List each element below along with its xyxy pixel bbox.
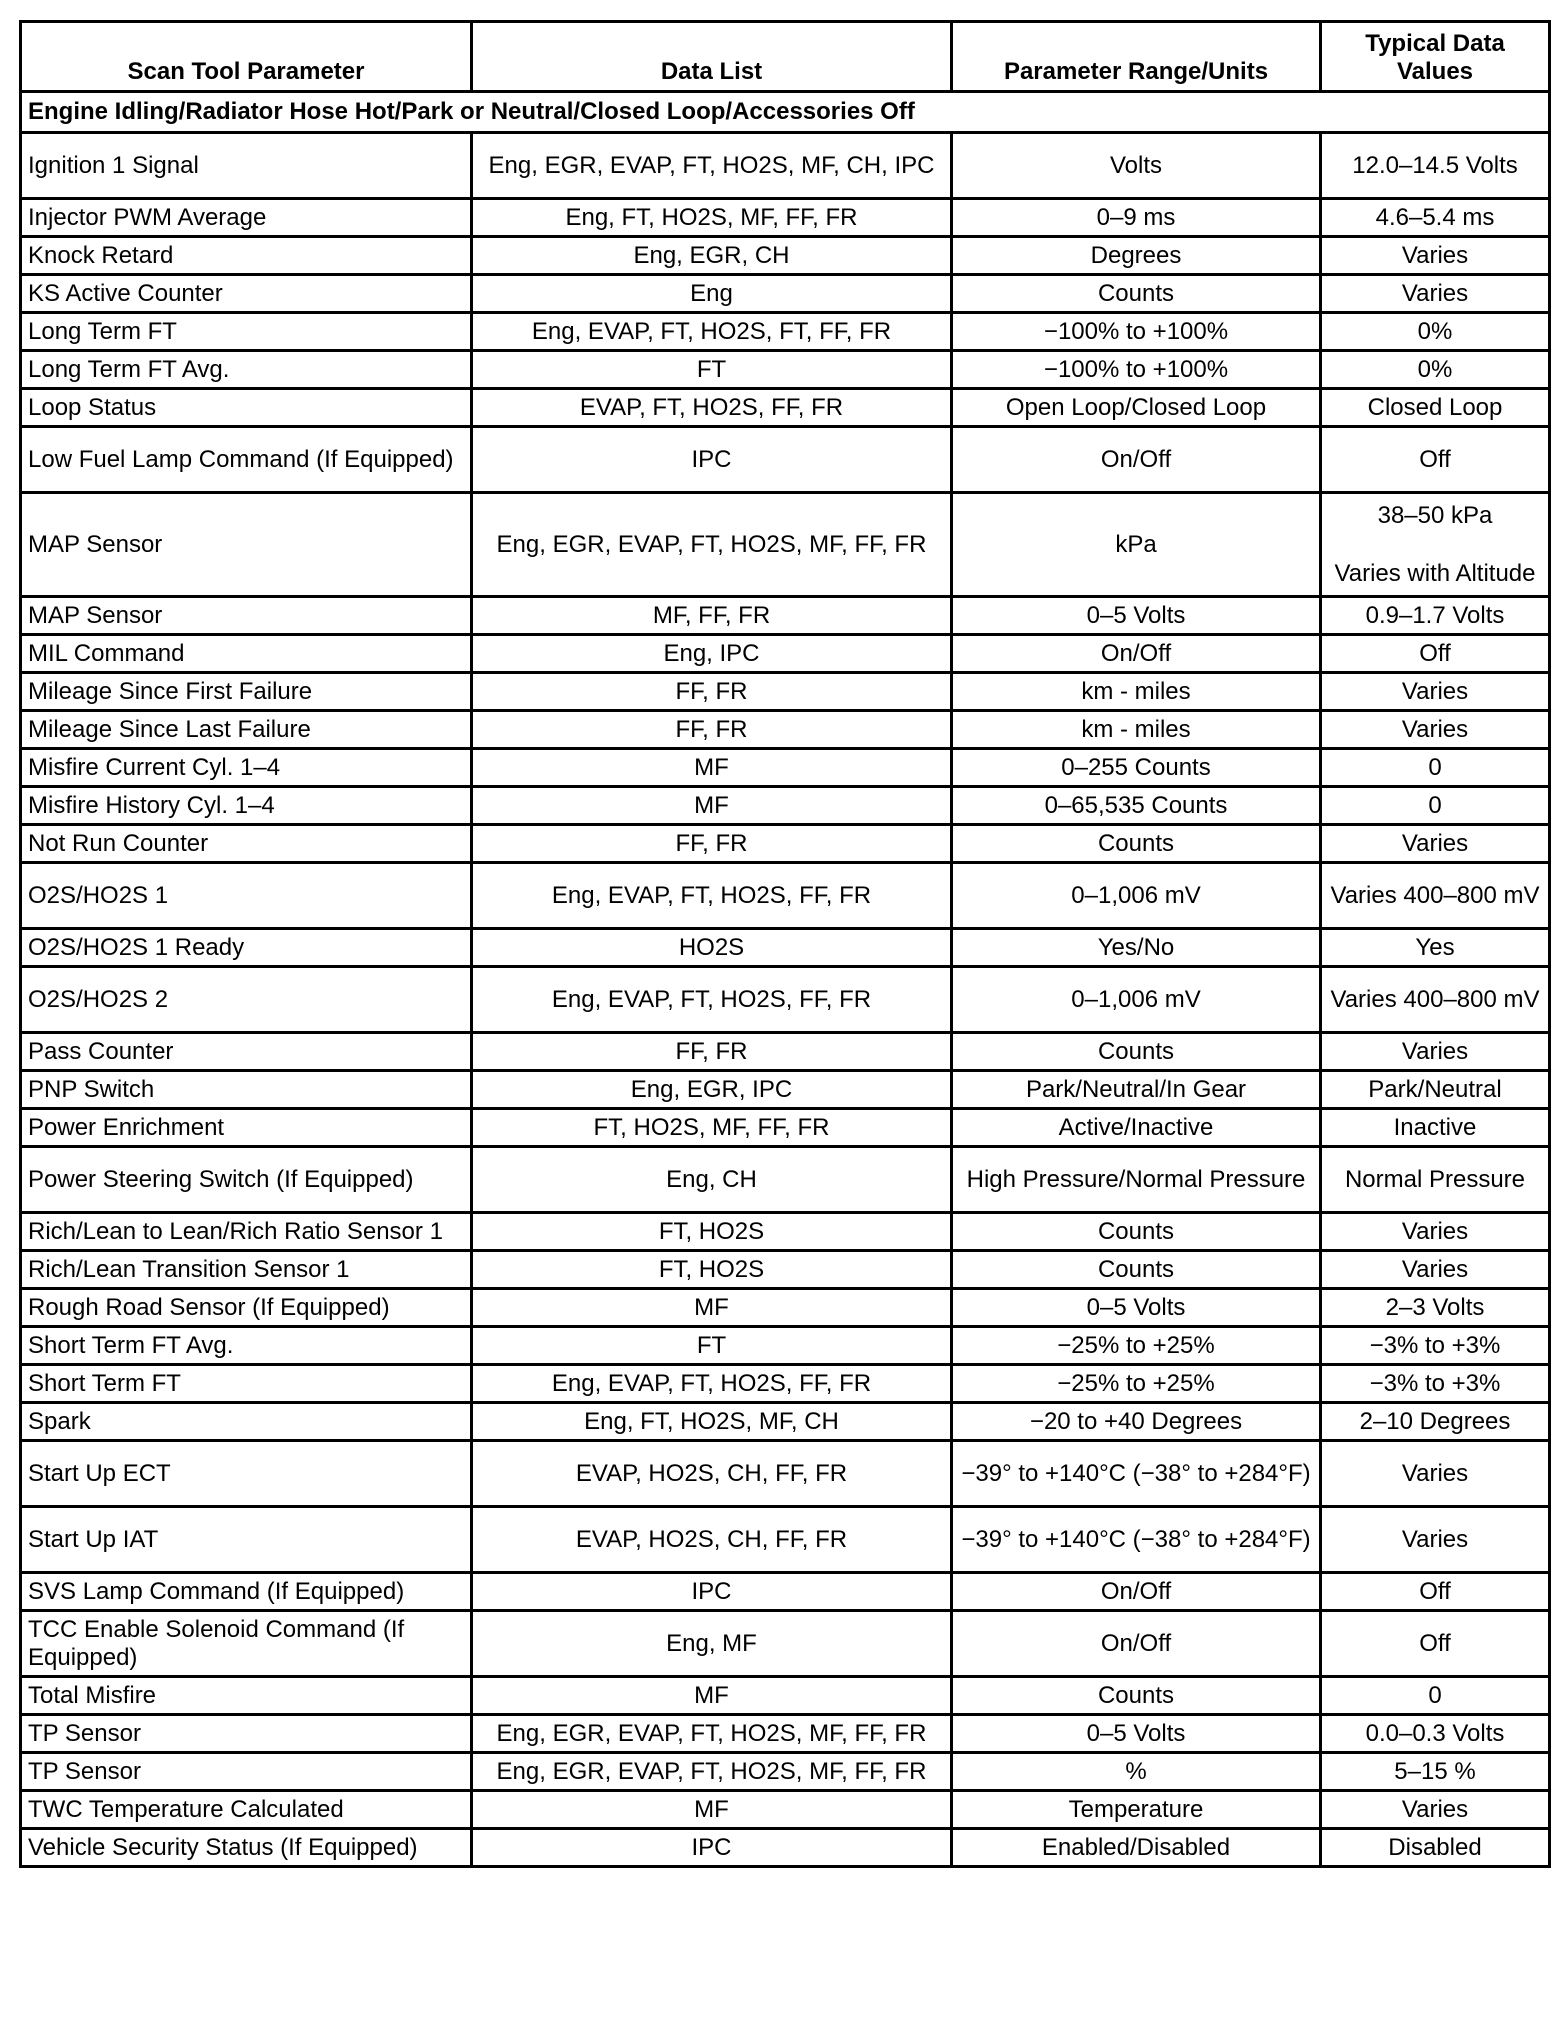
typical-cell: 12.0–14.5 Volts <box>1321 133 1550 199</box>
parameter-cell: Misfire History Cyl. 1–4 <box>21 787 472 825</box>
scan-tool-data-sheet <box>19 20 1548 1868</box>
range-cell: On/Off <box>952 427 1321 493</box>
parameter-cell: Pass Counter <box>21 1033 472 1071</box>
data-list-cell: MF, FF, FR <box>472 597 952 635</box>
table-row <box>21 1213 1550 1251</box>
typical-cell: Varies <box>1321 1213 1550 1251</box>
range-cell: −25% to +25% <box>952 1365 1321 1403</box>
typical-cell: 0.0–0.3 Volts <box>1321 1715 1550 1753</box>
parameter-cell: Rich/Lean to Lean/Rich Ratio Sensor 1 <box>21 1213 472 1251</box>
parameter-cell: Start Up ECT <box>21 1441 472 1507</box>
table-row <box>21 787 1550 825</box>
range-cell: Degrees <box>952 237 1321 275</box>
range-cell: −100% to +100% <box>952 313 1321 351</box>
parameter-cell: PNP Switch <box>21 1071 472 1109</box>
typical-cell: Varies 400–800 mV <box>1321 863 1550 929</box>
data-list-cell: Eng, EGR, IPC <box>472 1071 952 1109</box>
data-list-cell: HO2S <box>472 929 952 967</box>
table-row <box>21 133 1550 199</box>
typical-cell: Varies <box>1321 825 1550 863</box>
typical-cell: Normal Pressure <box>1321 1147 1550 1213</box>
data-list-cell: Eng, IPC <box>472 635 952 673</box>
range-cell: 0–5 Volts <box>952 1289 1321 1327</box>
data-list-cell: Eng, EVAP, FT, HO2S, FT, FF, FR <box>472 313 952 351</box>
range-cell: Park/Neutral/In Gear <box>952 1071 1321 1109</box>
parameter-cell: Knock Retard <box>21 237 472 275</box>
table-row <box>21 1071 1550 1109</box>
range-cell: Counts <box>952 275 1321 313</box>
parameter-cell: Mileage Since First Failure <box>21 673 472 711</box>
range-cell: On/Off <box>952 1573 1321 1611</box>
table-row <box>21 199 1550 237</box>
table-row <box>21 967 1550 1033</box>
header-scan-tool-parameter: Scan Tool Parameter <box>21 22 472 92</box>
range-cell: Counts <box>952 825 1321 863</box>
table-row <box>21 825 1550 863</box>
data-list-cell: FF, FR <box>472 825 952 863</box>
typical-cell: Varies <box>1321 673 1550 711</box>
table-row <box>21 351 1550 389</box>
parameter-cell: Vehicle Security Status (If Equipped) <box>21 1829 472 1867</box>
table-row <box>21 863 1550 929</box>
table-row <box>21 1791 1550 1829</box>
typical-cell: Off <box>1321 1573 1550 1611</box>
parameter-cell: Mileage Since Last Failure <box>21 711 472 749</box>
range-cell: −100% to +100% <box>952 351 1321 389</box>
table-row <box>21 711 1550 749</box>
typical-cell: Off <box>1321 1611 1550 1677</box>
parameter-cell: Total Misfire <box>21 1677 472 1715</box>
data-list-cell: FF, FR <box>472 711 952 749</box>
typical-cell: Varies 400–800 mV <box>1321 967 1550 1033</box>
range-cell: 0–1,006 mV <box>952 863 1321 929</box>
range-cell: Volts <box>952 133 1321 199</box>
data-list-cell: MF <box>472 1677 952 1715</box>
parameter-cell: O2S/HO2S 1 <box>21 863 472 929</box>
table-row <box>21 1251 1550 1289</box>
data-list-cell: FT, HO2S <box>472 1251 952 1289</box>
typical-cell: 0% <box>1321 351 1550 389</box>
parameter-cell: Short Term FT <box>21 1365 472 1403</box>
parameter-cell: Start Up IAT <box>21 1507 472 1573</box>
table-row <box>21 1611 1550 1677</box>
parameter-cell: SVS Lamp Command (If Equipped) <box>21 1573 472 1611</box>
range-cell: −39° to +140°C (−38° to +284°F) <box>952 1441 1321 1507</box>
parameter-cell: Power Enrichment <box>21 1109 472 1147</box>
range-cell: km - miles <box>952 673 1321 711</box>
range-cell: Enabled/Disabled <box>952 1829 1321 1867</box>
range-cell: Counts <box>952 1033 1321 1071</box>
parameter-cell: TCC Enable Solenoid Command (If Equipped) <box>21 1611 472 1677</box>
table-row <box>21 313 1550 351</box>
data-list-cell: Eng, EVAP, FT, HO2S, FF, FR <box>472 967 952 1033</box>
data-list-cell: Eng, FT, HO2S, MF, CH <box>472 1403 952 1441</box>
data-list-cell: IPC <box>472 1829 952 1867</box>
data-list-cell: IPC <box>472 427 952 493</box>
parameter-cell: TP Sensor <box>21 1715 472 1753</box>
range-cell: Open Loop/Closed Loop <box>952 389 1321 427</box>
table-row <box>21 1441 1550 1507</box>
parameter-cell: Long Term FT <box>21 313 472 351</box>
data-list-cell: EVAP, HO2S, CH, FF, FR <box>472 1441 952 1507</box>
data-list-cell: FT <box>472 351 952 389</box>
typical-cell: Off <box>1321 635 1550 673</box>
parameter-cell: Loop Status <box>21 389 472 427</box>
data-list-cell: Eng, EGR, EVAP, FT, HO2S, MF, CH, IPC <box>472 133 952 199</box>
table-row <box>21 1109 1550 1147</box>
typical-cell: 0 <box>1321 787 1550 825</box>
parameter-cell: Ignition 1 Signal <box>21 133 472 199</box>
table-row <box>21 1033 1550 1071</box>
parameter-cell: Power Steering Switch (If Equipped) <box>21 1147 472 1213</box>
typical-cell: Varies <box>1321 1441 1550 1507</box>
range-cell: 0–1,006 mV <box>952 967 1321 1033</box>
data-list-cell: FT, HO2S, MF, FF, FR <box>472 1109 952 1147</box>
range-cell: 0–255 Counts <box>952 749 1321 787</box>
range-cell: 0–65,535 Counts <box>952 787 1321 825</box>
data-list-cell: FT, HO2S <box>472 1213 952 1251</box>
table-row <box>21 1365 1550 1403</box>
range-cell: 0–9 ms <box>952 199 1321 237</box>
table-row <box>21 1147 1550 1213</box>
range-cell: High Pressure/Normal Pressure <box>952 1147 1321 1213</box>
typical-cell: Closed Loop <box>1321 389 1550 427</box>
typical-cell: Park/Neutral <box>1321 1071 1550 1109</box>
range-cell: On/Off <box>952 1611 1321 1677</box>
typical-cell: 0% <box>1321 313 1550 351</box>
parameter-cell: O2S/HO2S 2 <box>21 967 472 1033</box>
typical-cell: 4.6–5.4 ms <box>1321 199 1550 237</box>
header-typical-data-values: Typical Data Values <box>1321 22 1550 92</box>
range-cell: Counts <box>952 1251 1321 1289</box>
table-row <box>21 1289 1550 1327</box>
range-cell: Active/Inactive <box>952 1109 1321 1147</box>
data-list-cell: MF <box>472 1791 952 1829</box>
parameter-cell: Rich/Lean Transition Sensor 1 <box>21 1251 472 1289</box>
typical-value: 38–50 kPa <box>1377 501 1493 529</box>
table-row <box>21 597 1550 635</box>
data-list-cell: FF, FR <box>472 1033 952 1071</box>
table-row <box>21 1677 1550 1715</box>
section-row <box>21 92 1550 133</box>
header-row <box>21 22 1550 92</box>
typical-cell: 0 <box>1321 1677 1550 1715</box>
range-cell: Temperature <box>952 1791 1321 1829</box>
parameter-cell: Rough Road Sensor (If Equipped) <box>21 1289 472 1327</box>
typical-cell: 5–15 % <box>1321 1753 1550 1791</box>
parameter-cell: MAP Sensor <box>21 597 472 635</box>
typical-cell: Varies <box>1321 1507 1550 1573</box>
range-cell: −20 to +40 Degrees <box>952 1403 1321 1441</box>
data-list-cell: EVAP, HO2S, CH, FF, FR <box>472 1507 952 1573</box>
typical-cell: Varies <box>1321 237 1550 275</box>
table-row <box>21 1327 1550 1365</box>
typical-cell: 2–10 Degrees <box>1321 1403 1550 1441</box>
typical-cell: Varies <box>1321 275 1550 313</box>
table-row <box>21 389 1550 427</box>
typical-cell: Varies <box>1321 1033 1550 1071</box>
typical-cell <box>1321 493 1550 597</box>
typical-cell: 2–3 Volts <box>1321 1289 1550 1327</box>
parameter-cell: Low Fuel Lamp Command (If Equipped) <box>21 427 472 493</box>
data-list-cell: Eng, MF <box>472 1611 952 1677</box>
data-list-cell: Eng, EVAP, FT, HO2S, FF, FR <box>472 1365 952 1403</box>
data-list-cell: MF <box>472 787 952 825</box>
parameter-cell: Long Term FT Avg. <box>21 351 472 389</box>
typical-cell: Inactive <box>1321 1109 1550 1147</box>
range-cell: 0–5 Volts <box>952 597 1321 635</box>
range-cell: Yes/No <box>952 929 1321 967</box>
range-cell: 0–5 Volts <box>952 1715 1321 1753</box>
parameter-cell: Short Term FT Avg. <box>21 1327 472 1365</box>
table-row <box>21 635 1550 673</box>
typical-cell: −3% to +3% <box>1321 1327 1550 1365</box>
table-row <box>21 1507 1550 1573</box>
typical-cell: Off <box>1321 427 1550 493</box>
data-list-cell: Eng, CH <box>472 1147 952 1213</box>
table-row <box>21 275 1550 313</box>
typical-cell: Varies <box>1321 1791 1550 1829</box>
table-row <box>21 237 1550 275</box>
typical-cell: Yes <box>1321 929 1550 967</box>
typical-cell: Disabled <box>1321 1829 1550 1867</box>
data-list-cell: Eng, EGR, CH <box>472 237 952 275</box>
data-list-cell: Eng, EGR, EVAP, FT, HO2S, MF, FF, FR <box>472 1753 952 1791</box>
range-cell: km - miles <box>952 711 1321 749</box>
data-list-cell: FT <box>472 1327 952 1365</box>
table-row <box>21 1829 1550 1867</box>
parameter-cell: Injector PWM Average <box>21 199 472 237</box>
table-row <box>21 1715 1550 1753</box>
table-row <box>21 493 1550 597</box>
section-title: Engine Idling/Radiator Hose Hot/Park or Neutral/Closed Loop/Accessories Off <box>21 92 1550 133</box>
data-list-cell: IPC <box>472 1573 952 1611</box>
range-cell: −25% to +25% <box>952 1327 1321 1365</box>
range-cell: On/Off <box>952 635 1321 673</box>
data-list-cell: MF <box>472 1289 952 1327</box>
parameter-cell: Not Run Counter <box>21 825 472 863</box>
header-parameter-range-units: Parameter Range/Units <box>952 22 1321 92</box>
table-row <box>21 749 1550 787</box>
range-cell: % <box>952 1753 1321 1791</box>
header-data-list: Data List <box>472 22 952 92</box>
table-row <box>21 929 1550 967</box>
typical-note: Varies with Altitude <box>1334 559 1536 587</box>
parameter-cell: KS Active Counter <box>21 275 472 313</box>
range-cell: −39° to +140°C (−38° to +284°F) <box>952 1507 1321 1573</box>
table-row <box>21 673 1550 711</box>
parameter-cell: Misfire Current Cyl. 1–4 <box>21 749 472 787</box>
parameter-cell: MIL Command <box>21 635 472 673</box>
typical-cell: −3% to +3% <box>1321 1365 1550 1403</box>
table-row <box>21 1403 1550 1441</box>
typical-cell: Varies <box>1321 711 1550 749</box>
data-list-cell: Eng, EVAP, FT, HO2S, FF, FR <box>472 863 952 929</box>
table-row <box>21 427 1550 493</box>
typical-cell: 0.9–1.7 Volts <box>1321 597 1550 635</box>
table-row <box>21 1573 1550 1611</box>
parameter-cell: O2S/HO2S 1 Ready <box>21 929 472 967</box>
range-cell: Counts <box>952 1213 1321 1251</box>
data-list-cell: Eng, EGR, EVAP, FT, HO2S, MF, FF, FR <box>472 1715 952 1753</box>
table-row <box>21 1753 1550 1791</box>
parameter-cell: TWC Temperature Calculated <box>21 1791 472 1829</box>
parameter-cell: TP Sensor <box>21 1753 472 1791</box>
range-cell: Counts <box>952 1677 1321 1715</box>
data-list-cell: Eng, FT, HO2S, MF, FF, FR <box>472 199 952 237</box>
typical-cell: Varies <box>1321 1251 1550 1289</box>
typical-cell: 0 <box>1321 749 1550 787</box>
parameter-cell: MAP Sensor <box>21 493 472 597</box>
parameter-cell: Spark <box>21 1403 472 1441</box>
scan-tool-data-table <box>19 20 1551 1868</box>
data-list-cell: Eng, EGR, EVAP, FT, HO2S, MF, FF, FR <box>472 493 952 597</box>
range-cell: kPa <box>952 493 1321 597</box>
data-list-cell: EVAP, FT, HO2S, FF, FR <box>472 389 952 427</box>
data-list-cell: MF <box>472 749 952 787</box>
data-list-cell: Eng <box>472 275 952 313</box>
data-list-cell: FF, FR <box>472 673 952 711</box>
